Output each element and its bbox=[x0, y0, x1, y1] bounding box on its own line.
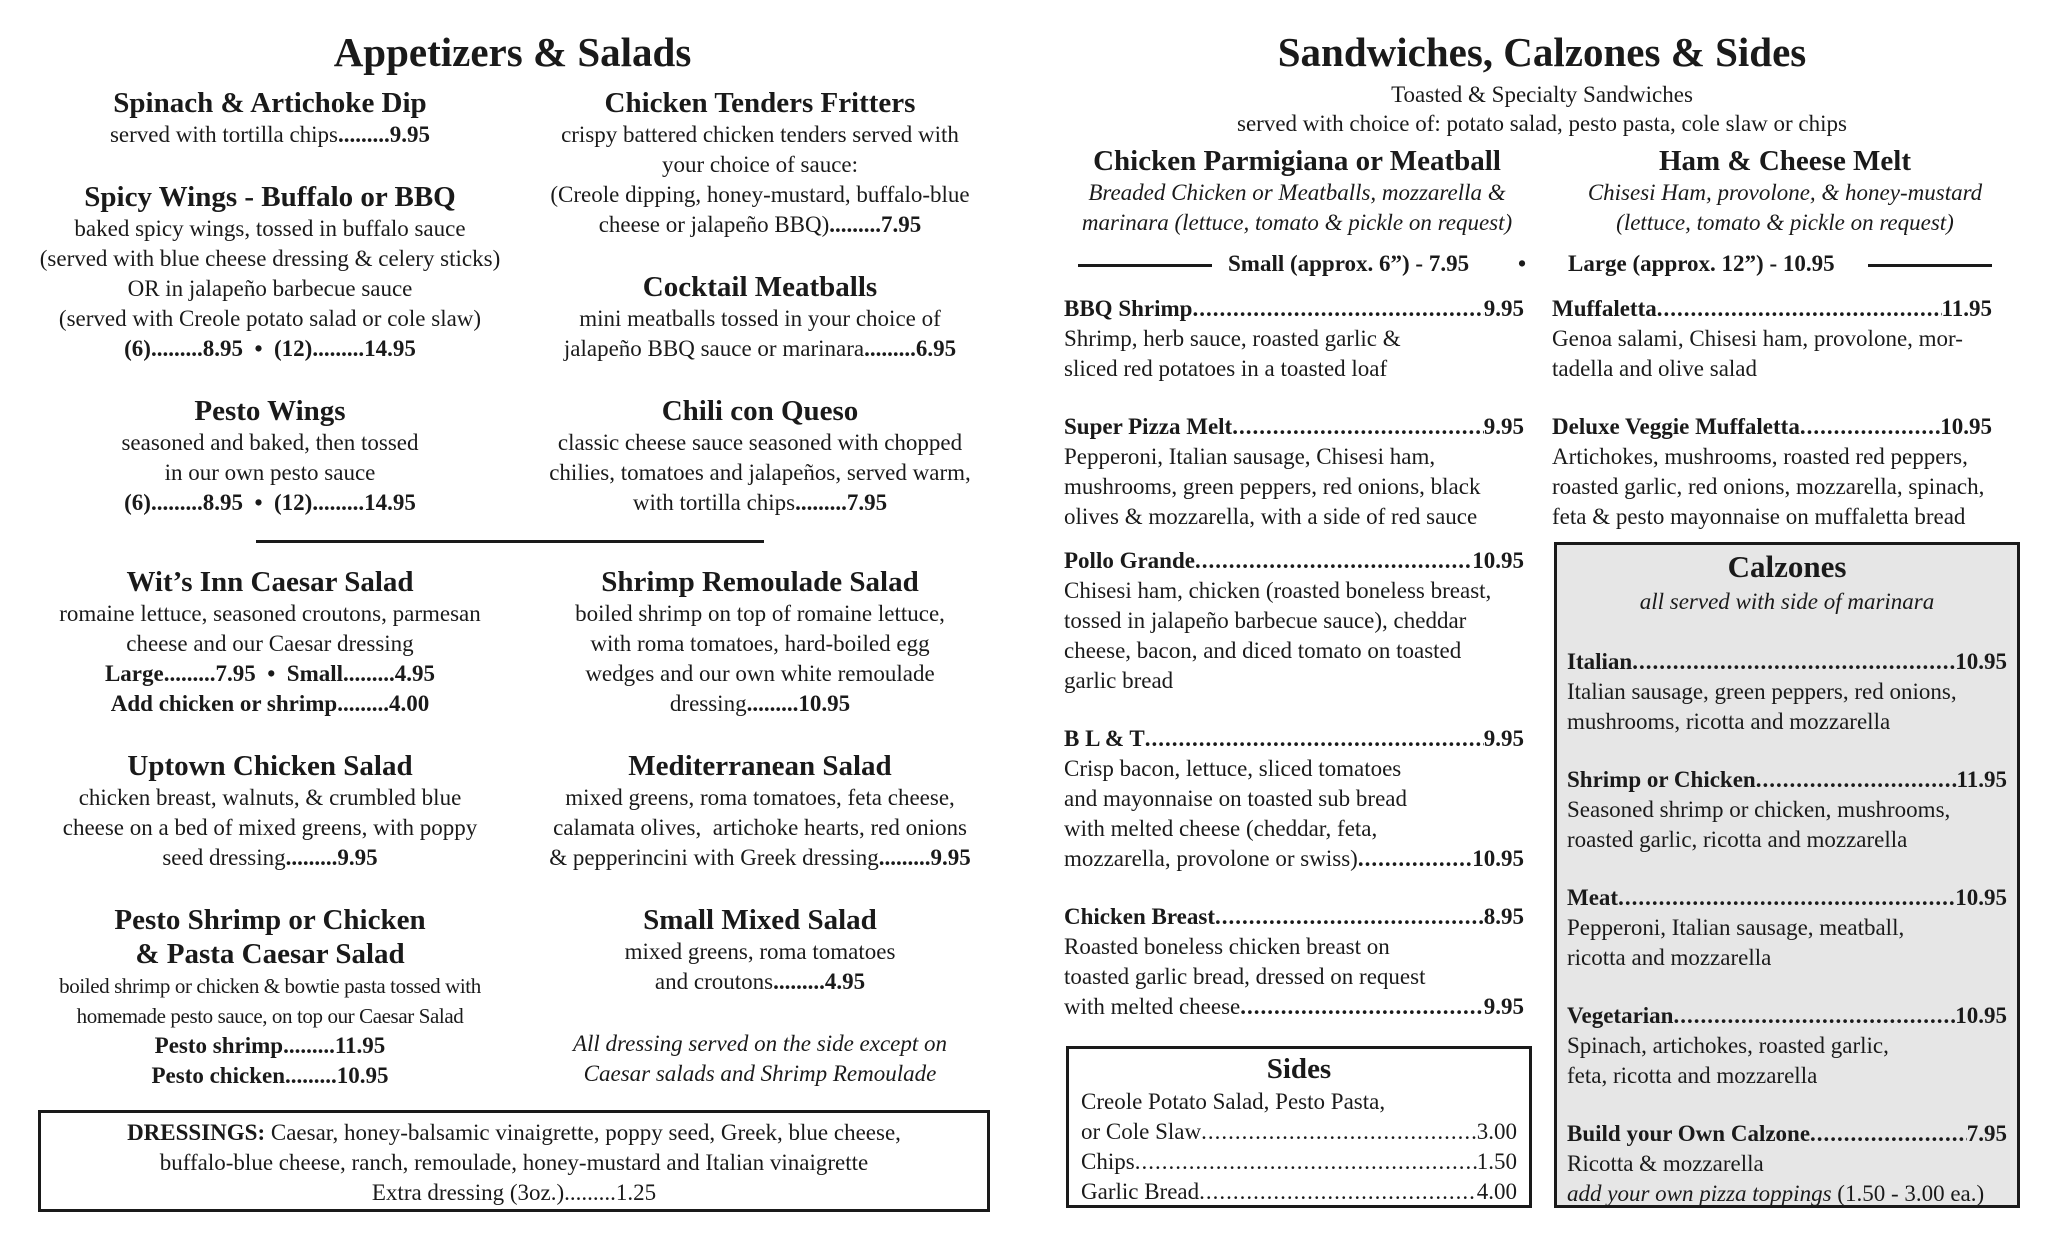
pollo-grande bbox=[1064, 546, 1524, 696]
item-price: 9.95 bbox=[1483, 414, 1524, 439]
calzone-vegetarian bbox=[1567, 1001, 2007, 1091]
item-desc: and mayonnaise on toasted sub bread bbox=[1064, 786, 1407, 811]
item-price: 9.95 bbox=[1483, 296, 1524, 321]
item-price: 1.50 bbox=[1476, 1149, 1517, 1174]
item-name: Wit’s Inn Caesar Salad bbox=[126, 566, 414, 598]
item-desc: romaine lettuce, seasoned croutons, parmesan bbox=[59, 601, 481, 626]
sides-desc: Creole Potato Salad, Pesto Pasta, bbox=[1081, 1089, 1386, 1114]
calzone-italian bbox=[1567, 647, 2007, 737]
item-price: Add chicken or shrimp.........4.00 bbox=[110, 691, 430, 716]
item-desc: seed dressing bbox=[162, 845, 286, 870]
item-price: 10.95 bbox=[1472, 846, 1524, 871]
dressing-note bbox=[520, 1029, 1000, 1089]
item-desc: olives & mozzarella, with a side of red sauce bbox=[1064, 504, 1478, 529]
item-price: 4.00 bbox=[1476, 1179, 1517, 1204]
item-desc: calamata olives, artichoke hearts, red onions bbox=[553, 815, 967, 840]
item-desc: and croutons bbox=[654, 969, 774, 994]
item-name: B L & T bbox=[1064, 726, 1145, 751]
calzone-build-your-own bbox=[1567, 1119, 2007, 1209]
item-price: 10.95 bbox=[1955, 1003, 2007, 1028]
item-price: (6).........8.95 • (12).........14.95 bbox=[124, 336, 416, 361]
item-desc: boiled shrimp or chicken & bowtie pasta tossed with bbox=[59, 974, 481, 998]
deluxe-veggie-muffaletta bbox=[1552, 412, 1992, 532]
chicken-breast bbox=[1064, 902, 1524, 1022]
calzones-subtitle: all served with side of marinara bbox=[1639, 589, 1935, 614]
item-desc: Italian sausage, green peppers, red onions, bbox=[1567, 679, 1957, 704]
appetizers-col-a bbox=[30, 86, 510, 518]
item-price: .........9.95 bbox=[878, 845, 971, 870]
dressings-label: DRESSINGS: bbox=[127, 1120, 266, 1145]
cocktail-meatballs bbox=[520, 270, 1000, 364]
item-desc: Genoa salami, Chisesi ham, provolone, mor- bbox=[1552, 326, 1963, 351]
item-desc: Seasoned shrimp or chicken, mushrooms, bbox=[1567, 797, 1951, 822]
item-desc: marinara (lettuce, tomato & pickle on request) bbox=[1081, 210, 1513, 235]
item-name: Pollo Grande bbox=[1064, 548, 1195, 573]
item-desc: add your own pizza toppings bbox=[1567, 1181, 1832, 1206]
item-price: 3.00 bbox=[1476, 1119, 1517, 1144]
item-desc: Chisesi Ham, provolone, & honey-mustard bbox=[1587, 180, 1983, 205]
item-name: Chicken Parmigiana or Meatball bbox=[1093, 145, 1501, 177]
item-desc: homemade pesto sauce, on top our Caesar Salad bbox=[76, 1004, 464, 1028]
item-desc: toasted garlic bread, dressed on request bbox=[1064, 964, 1426, 989]
item-desc: chicken breast, walnuts, & crumbled blue bbox=[78, 785, 462, 810]
shrimp-remoulade-salad bbox=[520, 565, 1000, 719]
mediterranean-salad bbox=[520, 749, 1000, 873]
spinach-dip bbox=[30, 86, 510, 150]
item-desc: cheese, bacon, and diced tomato on toasted bbox=[1064, 638, 1462, 663]
item-name: Deluxe Veggie Muffaletta bbox=[1552, 414, 1800, 439]
item-desc: classic cheese sauce seasoned with chopped bbox=[557, 430, 963, 455]
item-price: .........7.95 bbox=[829, 212, 922, 237]
item-price: 9.95 bbox=[1483, 994, 1524, 1019]
item-desc: Breaded Chicken or Meatballs, mozzarella & bbox=[1088, 180, 1506, 205]
item-desc: (1.50 - 3.00 ea.) bbox=[1831, 1181, 1985, 1206]
item-price: 7.95 bbox=[1966, 1121, 2007, 1146]
item-desc: chilies, tomatoes and jalapeños, served warm, bbox=[549, 460, 971, 485]
item-price: .........6.95 bbox=[864, 336, 957, 361]
size-rule-right bbox=[1868, 264, 1992, 267]
item-desc: mushrooms, ricotta and mozzarella bbox=[1567, 709, 1891, 734]
item-price: .........9.95 bbox=[285, 845, 378, 870]
item-desc: seasoned and baked, then tossed bbox=[121, 430, 419, 455]
item-name: Italian bbox=[1567, 649, 1633, 674]
item-desc: Pepperoni, Italian sausage, meatball, bbox=[1567, 915, 1905, 940]
item-name: Vegetarian bbox=[1567, 1003, 1674, 1028]
item-desc: OR in jalapeño barbecue sauce bbox=[127, 276, 413, 301]
size-rule-left bbox=[1078, 264, 1212, 267]
item-desc: with melted cheese (cheddar, feta, bbox=[1064, 816, 1378, 841]
item-desc: Pepperoni, Italian sausage, Chisesi ham, bbox=[1064, 444, 1436, 469]
sandwiches-subtitle: Toasted & Specialty Sandwiches bbox=[1391, 82, 1693, 107]
sandwich-list-right bbox=[1552, 294, 1992, 532]
item-desc: mini meatballs tossed in your choice of bbox=[579, 306, 941, 331]
item-name: Ham & Cheese Melt bbox=[1658, 145, 1912, 177]
item-desc: Artichokes, mushrooms, roasted red peppers, bbox=[1552, 444, 1968, 469]
chicken-tenders bbox=[520, 86, 1000, 240]
uptown-chicken-salad bbox=[30, 749, 510, 873]
item-name: Cocktail Meatballs bbox=[642, 271, 878, 303]
item-desc: with melted cheese bbox=[1064, 994, 1241, 1019]
small-mixed-salad bbox=[520, 903, 1000, 997]
item-desc: (Creole dipping, honey-mustard, buffalo-blue bbox=[550, 182, 970, 207]
item-desc: Crisp bacon, lettuce, sliced tomatoes bbox=[1064, 756, 1402, 781]
item-desc: mixed greens, roma tomatoes, feta cheese, bbox=[565, 785, 955, 810]
item-price: .........7.95 bbox=[795, 490, 888, 515]
caesar-salad bbox=[30, 565, 510, 719]
calzone-shrimp-chicken bbox=[1567, 765, 2007, 855]
item-price: (6).........8.95 • (12).........14.95 bbox=[124, 490, 416, 515]
item-desc: garlic bread bbox=[1064, 668, 1174, 693]
item-name: Small Mixed Salad bbox=[643, 904, 877, 936]
item-name: Shrimp Remoulade Salad bbox=[601, 566, 919, 598]
item-name: Chips bbox=[1081, 1149, 1135, 1174]
ham-cheese-melt bbox=[1550, 144, 2020, 238]
item-desc: your choice of sauce: bbox=[661, 152, 859, 177]
dressings-list: Caesar, honey-balsamic vinaigrette, poppy seed, Greek, blue cheese, bbox=[265, 1120, 901, 1145]
size-bullet: • bbox=[1518, 251, 1527, 276]
item-name: Pesto Shrimp or Chicken bbox=[114, 904, 426, 936]
item-name: Meat bbox=[1567, 885, 1619, 910]
salads-col-b bbox=[520, 565, 1000, 1089]
item-price: 10.95 bbox=[1955, 649, 2007, 674]
pesto-wings bbox=[30, 394, 510, 518]
item-desc: Roasted boneless chicken breast on bbox=[1064, 934, 1390, 959]
item-price: .........9.95 bbox=[338, 122, 431, 147]
super-pizza-melt bbox=[1064, 412, 1524, 532]
item-name: Shrimp or Chicken bbox=[1567, 767, 1756, 792]
item-desc: baked spicy wings, tossed in buffalo sauce bbox=[74, 216, 466, 241]
item-price: 11.95 bbox=[1956, 767, 2007, 792]
item-desc: roasted garlic, red onions, mozzarella, spinach, bbox=[1552, 474, 1985, 499]
item-price: Large.........7.95 • Small.........4.95 bbox=[104, 661, 436, 686]
item-desc: cheese on a bed of mixed greens, with poppy bbox=[62, 815, 478, 840]
item-desc: Spinach, artichokes, roasted garlic, bbox=[1567, 1033, 1889, 1058]
chili-con-queso bbox=[520, 394, 1000, 518]
dressings-box bbox=[38, 1110, 990, 1212]
spicy-wings bbox=[30, 180, 510, 364]
item-price: Pesto shrimp.........11.95 bbox=[154, 1033, 386, 1058]
dressings-list: buffalo-blue cheese, ranch, remoulade, honey-mustard and Italian vinaigrette bbox=[159, 1150, 869, 1175]
extra-dressing-price: Extra dressing (3oz.).........1.25 bbox=[371, 1180, 657, 1205]
calzone-meat bbox=[1567, 883, 2007, 973]
item-price: Pesto chicken.........10.95 bbox=[151, 1063, 389, 1088]
sandwiches-sides-choice: served with choice of: potato salad, pesto pasta, cole slaw or chips bbox=[1237, 111, 1847, 136]
item-name: Garlic Bread bbox=[1081, 1179, 1200, 1204]
item-desc: (served with blue cheese dressing & celery sticks) bbox=[39, 246, 501, 271]
item-desc: Ricotta & mozzarella bbox=[1567, 1151, 1764, 1176]
item-name: Pesto Wings bbox=[194, 395, 346, 427]
item-desc: (served with Creole potato salad or cole slaw) bbox=[58, 306, 482, 331]
item-desc: sliced red potatoes in a toasted loaf bbox=[1064, 356, 1388, 381]
item-desc: with tortilla chips bbox=[632, 490, 796, 515]
note-text: Caesar salads and Shrimp Remoulade bbox=[583, 1061, 937, 1086]
item-price: 10.95 bbox=[1955, 885, 2007, 910]
item-name: Chicken Tenders Fritters bbox=[604, 87, 916, 119]
item-desc: boiled shrimp on top of romaine lettuce, bbox=[575, 601, 945, 626]
muffaletta bbox=[1552, 294, 1992, 384]
item-desc: wedges and our own white remoulade bbox=[585, 661, 935, 686]
item-desc: crispy battered chicken tenders served with bbox=[561, 122, 959, 147]
item-desc: Shrimp, herb sauce, roasted garlic & bbox=[1064, 326, 1401, 351]
item-desc: mozzarella, provolone or swiss) bbox=[1064, 846, 1358, 871]
item-desc: feta & pesto mayonnaise on muffaletta bread bbox=[1552, 504, 1966, 529]
item-desc: with roma tomatoes, hard-boiled egg bbox=[590, 631, 930, 656]
item-desc: served with tortilla chips bbox=[109, 122, 339, 147]
item-price: 8.95 bbox=[1483, 904, 1524, 929]
item-desc: cheese and our Caesar dressing bbox=[126, 631, 414, 656]
salads-col-a bbox=[30, 565, 510, 1091]
note-text: All dressing served on the side except on bbox=[572, 1031, 948, 1056]
appetizers-col-b bbox=[520, 86, 1000, 518]
calzones-box bbox=[1554, 542, 2020, 1208]
item-desc: tadella and olive salad bbox=[1552, 356, 1758, 381]
size-small: Small (approx. 6”) - 7.95 bbox=[1228, 251, 1470, 276]
size-large: Large (approx. 12”) - 10.95 bbox=[1568, 251, 1835, 276]
item-price: 10.95 bbox=[1940, 414, 1992, 439]
item-desc: mixed greens, roma tomatoes bbox=[624, 939, 896, 964]
item-name: or Cole Slaw bbox=[1081, 1119, 1202, 1144]
sandwiches-title: Sandwiches, Calzones & Sides bbox=[1277, 29, 1807, 75]
parmigiana-meatball bbox=[1062, 144, 1532, 238]
item-price: 10.95 bbox=[1472, 548, 1524, 573]
blt bbox=[1064, 724, 1524, 874]
item-desc: cheese or jalapeño BBQ) bbox=[598, 212, 830, 237]
item-name: BBQ Shrimp bbox=[1064, 296, 1193, 321]
calzones-title: Calzones bbox=[1727, 549, 1847, 584]
pesto-caesar-salad bbox=[30, 903, 510, 1091]
item-desc: ricotta and mozzarella bbox=[1567, 945, 1772, 970]
item-desc: tossed in jalapeño barbecue sauce), cheddar bbox=[1064, 608, 1467, 633]
item-desc: feta, ricotta and mozzarella bbox=[1567, 1063, 1818, 1088]
item-price: .........10.95 bbox=[746, 691, 851, 716]
item-price: 11.95 bbox=[1941, 296, 1992, 321]
item-name: Build your Own Calzone bbox=[1567, 1121, 1811, 1146]
item-desc: (lettuce, tomato & pickle on request) bbox=[1616, 210, 1954, 235]
sandwich-list-left bbox=[1064, 294, 1524, 1022]
appetizers-title: Appetizers & Salads bbox=[333, 29, 692, 75]
item-name: & Pasta Caesar Salad bbox=[135, 938, 405, 970]
item-desc: roasted garlic, ricotta and mozzarella bbox=[1567, 827, 1908, 852]
sides-title: Sides bbox=[1266, 1053, 1332, 1085]
bbq-shrimp bbox=[1064, 294, 1524, 384]
item-name: Spinach & Artichoke Dip bbox=[113, 87, 427, 119]
sides-box bbox=[1066, 1046, 1532, 1208]
item-desc: & pepperincini with Greek dressing bbox=[549, 845, 879, 870]
item-name: Uptown Chicken Salad bbox=[127, 750, 413, 782]
item-desc: in our own pesto sauce bbox=[164, 460, 376, 485]
item-name: Super Pizza Melt bbox=[1064, 414, 1233, 439]
item-name: Spicy Wings - Buffalo or BBQ bbox=[84, 181, 456, 213]
item-name: Muffaletta bbox=[1552, 296, 1657, 321]
item-name: Chili con Queso bbox=[661, 395, 859, 427]
item-desc: Chisesi ham, chicken (roasted boneless breast, bbox=[1064, 578, 1492, 603]
item-desc: jalapeño BBQ sauce or marinara bbox=[563, 336, 865, 361]
item-desc: dressing bbox=[669, 691, 747, 716]
item-price: .........4.95 bbox=[773, 969, 866, 994]
item-name: Mediterranean Salad bbox=[628, 750, 892, 782]
section-divider bbox=[256, 540, 764, 543]
item-desc: mushrooms, green peppers, red onions, black bbox=[1064, 474, 1481, 499]
item-name: Chicken Breast bbox=[1064, 904, 1215, 929]
item-price: 9.95 bbox=[1483, 726, 1524, 751]
